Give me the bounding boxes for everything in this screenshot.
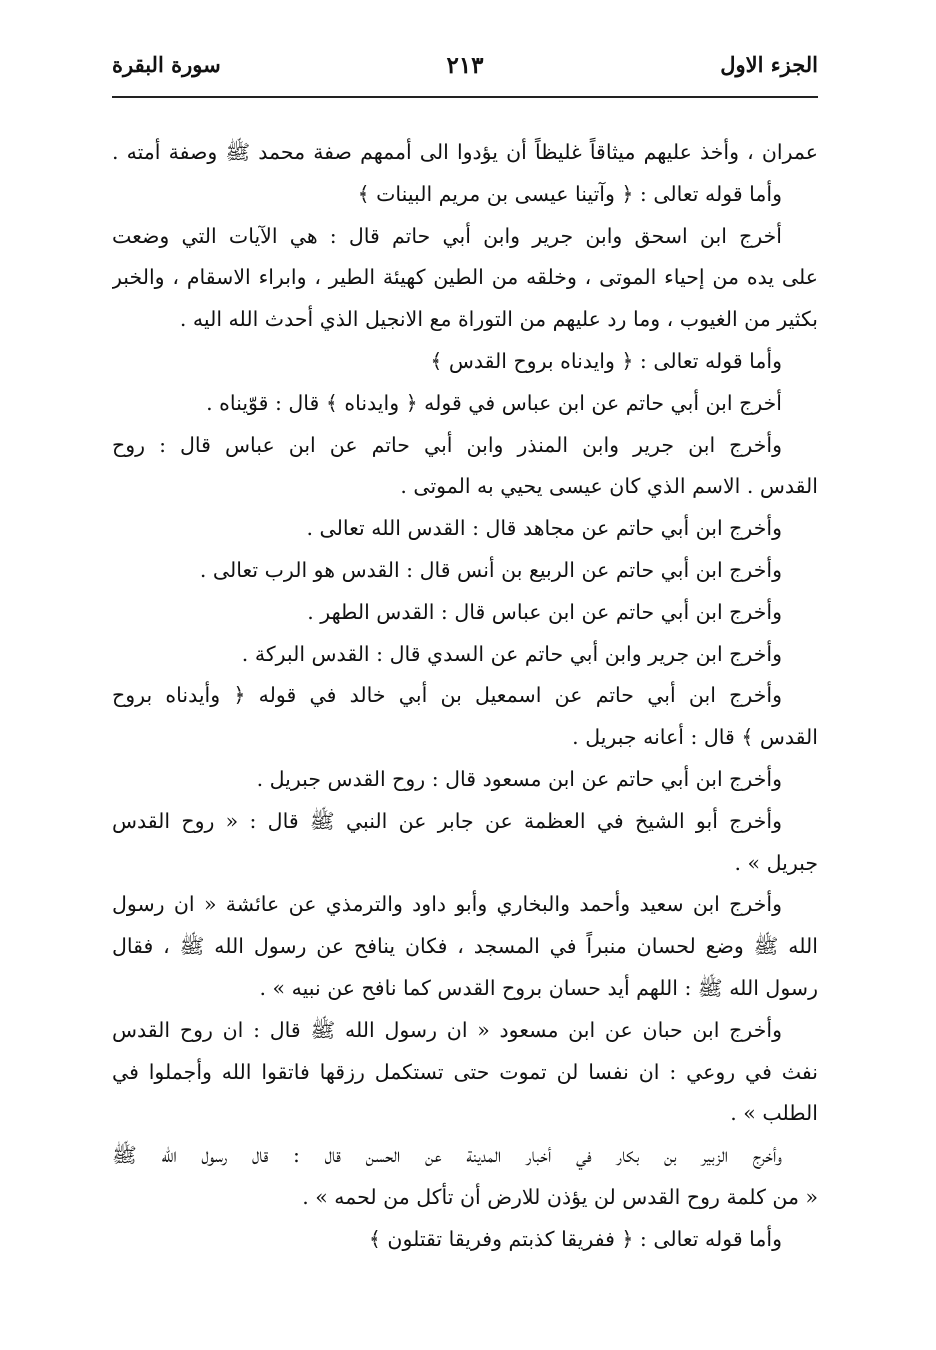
text-line: « من كلمة روح القدس لن يؤذن للارض أن تأكل من لحمه » .	[302, 1184, 818, 1209]
text-line: وأخرج ابن حبان عن ابن مسعود « ان رسول الله ﷺ قال : ان روح القدس	[112, 1017, 782, 1042]
text-line: القدس ﴾ قال : أعانه جبريل .	[572, 725, 818, 750]
text-line: وأما قوله تعالى : ﴿ وآتينا عيسى بن مريم البينات ﴾	[357, 181, 782, 206]
header-rule	[112, 96, 818, 98]
text-line: بكثير من الغيوب ، وما رد عليهم من التوراة مع الانجيل الذي أحدث الله اليه .	[179, 307, 818, 332]
text-line: وأما قوله تعالى : ﴿ وايدناه بروح القدس ﴾	[430, 348, 782, 373]
text-line: أخرج ابن اسحق وابن جرير وابن أبي حاتم قال : هي الآيات التي وضعت	[112, 223, 782, 248]
page-number: ٢١٣	[446, 52, 484, 79]
text-line: عمران ، وأخذ عليهم ميثاقاً غليظاً أن يؤدوا الى أممهم صفة محمد ﷺ وصفة أمته .	[112, 140, 818, 164]
text-line: وأخرج ابن سعيد وأحمد والبخاري وأبو داود والترمذي عن عائشة « ان رسول	[112, 892, 782, 917]
text-line: وأخرج ابن أبي حاتم عن اسمعيل بن أبي خالد في قوله ﴿ وأيدناه بروح	[112, 683, 782, 708]
surah-title: سورة البقرة	[112, 52, 221, 77]
text-line: وأخرج ابن أبي حاتم عن ابن مسعود قال : روح القدس جبريل .	[256, 766, 782, 791]
text-line: وأخرج ابن جرير وابن أبي حاتم عن السدي قال : القدس البركة .	[241, 641, 782, 666]
text-line: جبريل » .	[734, 850, 818, 875]
page-header	[112, 52, 818, 92]
text-line: الطلب » .	[730, 1101, 818, 1126]
text-line: على يده من إحياء الموتى ، وخلقه من الطين كهيئة الطير ، وابراء الاسقام ، والخبر	[112, 265, 818, 290]
text-line: القدس . الاسم الذي كان عيسى يحيي به الموتى .	[400, 474, 818, 499]
text-line: رسول الله ﷺ : اللهم أيد حسان بروح القدس كما نافح عن نبيه » .	[259, 975, 818, 1000]
text-line: وأما قوله تعالى : ﴿ ففريقا كذبتم وفريقا تقتلون ﴾	[368, 1226, 782, 1251]
part-title: الجزء الاول	[720, 52, 818, 77]
text-line: أخرج ابن أبي حاتم عن ابن عباس في قوله ﴿ وايدناه ﴾ قال : قوّيناه .	[206, 390, 782, 415]
text-line: الله ﷺ وضع لحسان منبراً في المسجد ، فكان ينافح عن رسول الله ﷺ ، فقال	[112, 934, 818, 959]
text-line: وأخرج ابن أبي حاتم عن مجاهد قال : القدس الله تعالى .	[306, 516, 782, 541]
text-line: نفث في روعي : ان نفسا لن تموت حتى تستكمل رزقها فاتقوا الله وأجملوا في	[112, 1059, 818, 1084]
text-line: وأخرج ابن جرير وابن المنذر وابن أبي حاتم عن ابن عباس قال : روح	[112, 432, 782, 457]
text-line: وأخرج الزبير بن بكار في أخبار المدينة عن الحسن قال : قال رسول الله ﷺ	[112, 1143, 782, 1168]
text-line: وأخرج ابن أبي حاتم عن الربيع بن أنس قال : القدس هو الرب تعالى .	[199, 557, 782, 582]
page-body	[112, 132, 818, 1261]
text-line: وأخرج أبو الشيخ في العظمة عن جابر عن النبي ﷺ قال : « روح القدس	[112, 808, 782, 833]
text-line: وأخرج ابن أبي حاتم عن ابن عباس قال : القدس الطهر .	[307, 599, 782, 624]
